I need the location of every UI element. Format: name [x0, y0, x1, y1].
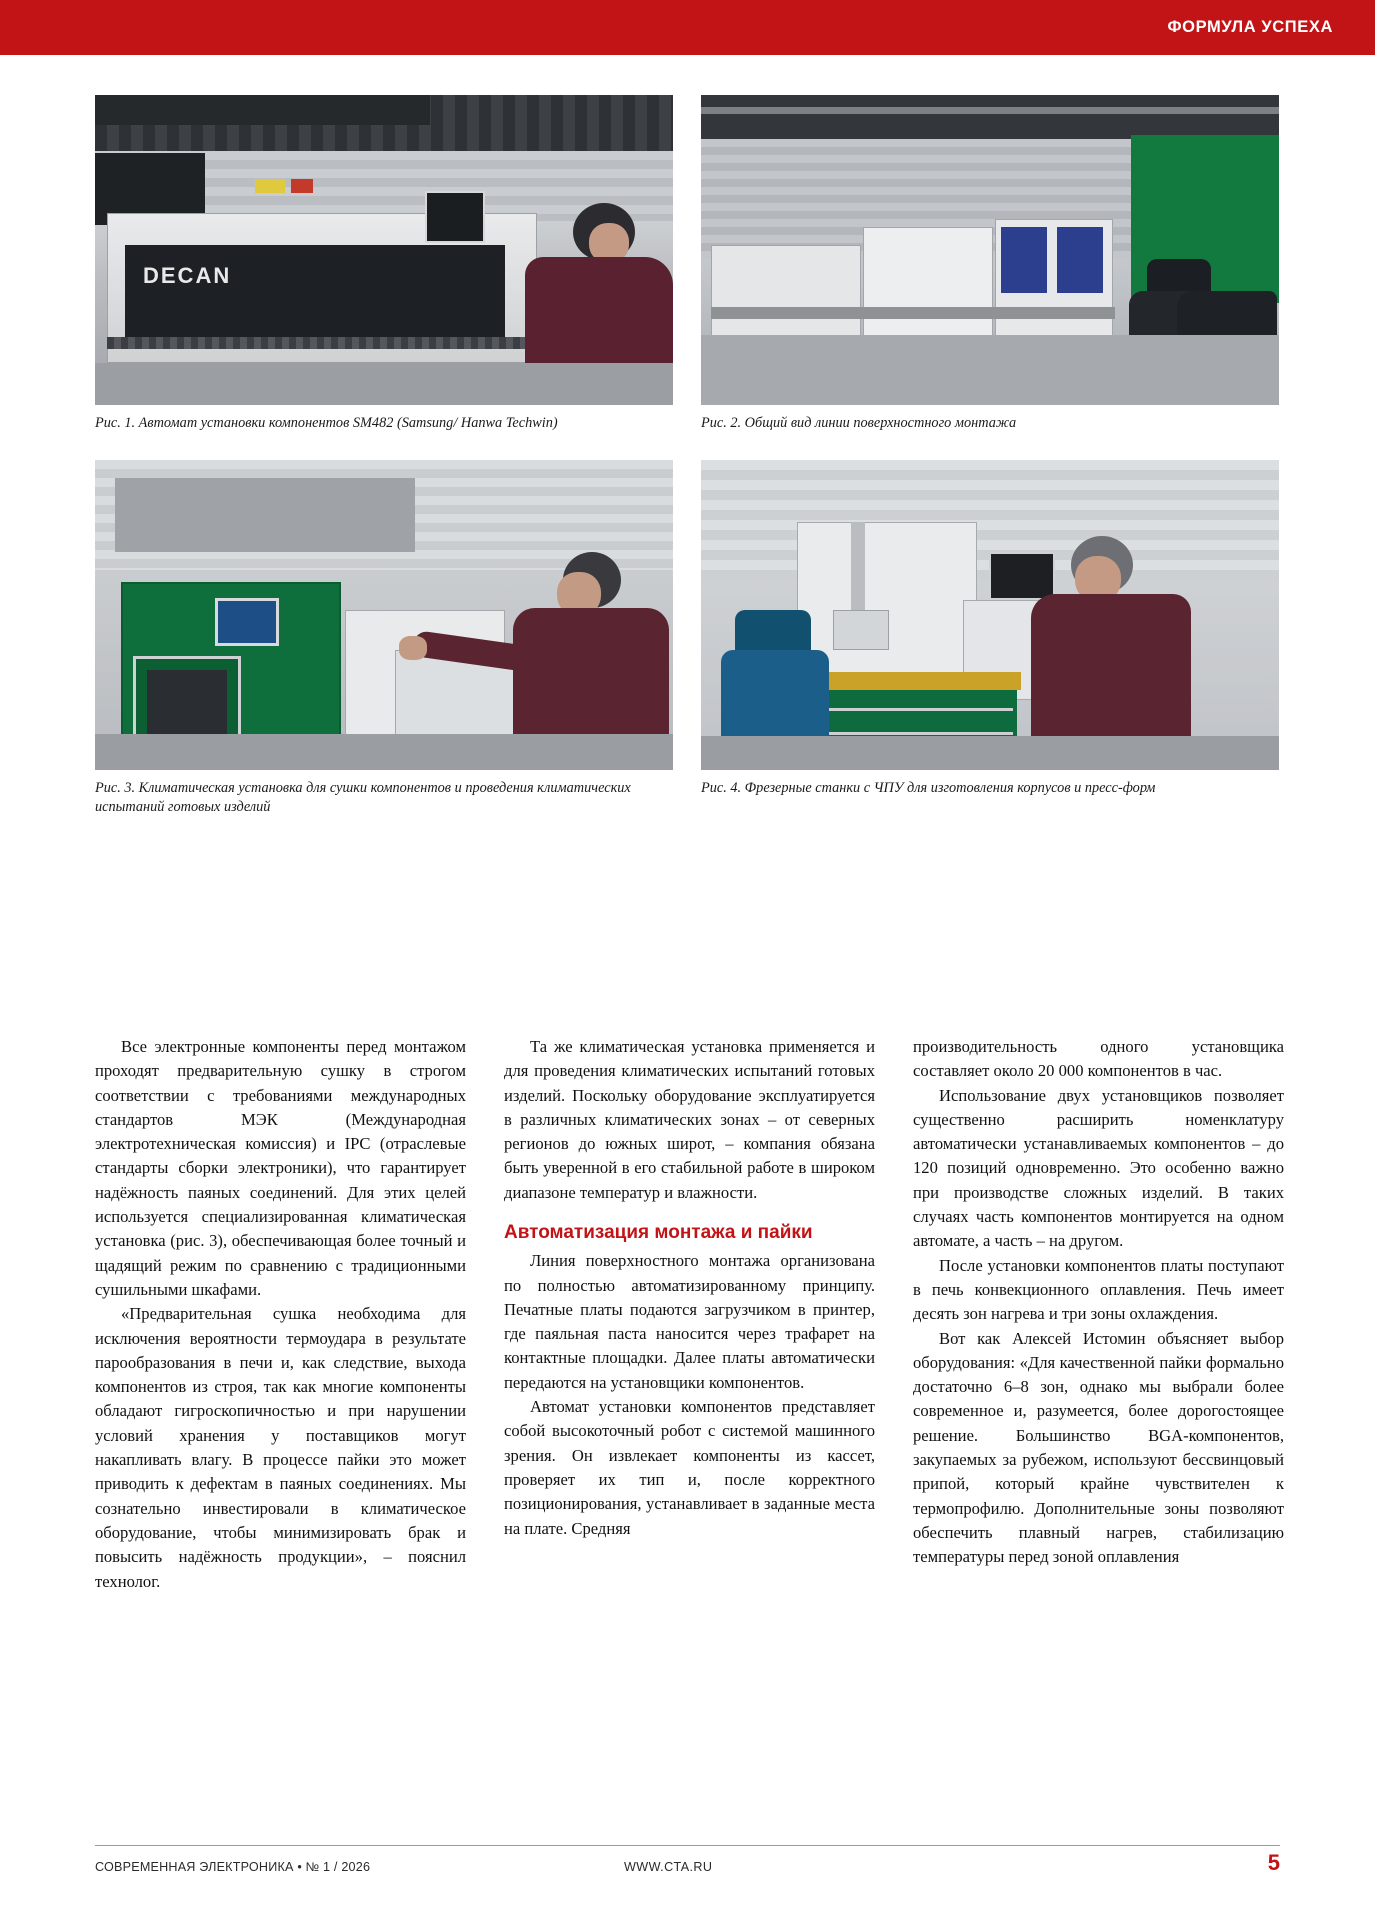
engineer-hand: [399, 636, 427, 660]
floor: [95, 363, 673, 405]
figure-4: [701, 460, 1279, 818]
paragraph: Использование двух установщиков позволяет существенно расширить номенклатуру автоматически устанавливаемых компонентов – до 120 позиций одновременно. Это особенно важно при производстве сложных изделий. В таких случаях часть компонентов монтируется на одном автомате, а часть – на другом.: [913, 1085, 1284, 1251]
article-body: [95, 1035, 1285, 1594]
machine-rail: [107, 337, 537, 349]
machine-brand-text: DECAN: [143, 263, 232, 288]
paragraph: Автомат установки компонентов представляет собой высокоточный робот с системой машинного зрения. Он извлекает компоненты из кассет, проверяет их тип и, после корректного позиционирования, устанавливает в заданные места на плате. Средняя: [504, 1397, 875, 1538]
paragraph: производительность одного установщика составляет около 20 000 компонентов в час.: [913, 1037, 1284, 1081]
feeder-cart-1: [1001, 227, 1047, 293]
page-footer: [95, 1850, 1280, 1886]
figure-3-image: [95, 460, 673, 770]
figure-3-caption: Рис. 3. Климатическая установка для сушки компонентов и проведения климатических испытаний готовых изделий: [95, 779, 631, 816]
text-column-1: [95, 1035, 466, 1594]
paragraph: После установки компонентов платы поступают в печь конвекционного оплавления. Печь имеет десять зон нагрева и три зоны охлаждения.: [913, 1255, 1284, 1324]
machine-window: [125, 245, 505, 337]
figure-1: [95, 95, 673, 434]
chamber-touch-panel: [215, 598, 279, 646]
page-number: 5: [1267, 1850, 1280, 1875]
text-column-3: [913, 1035, 1284, 1594]
footer-divider: [95, 1845, 1280, 1846]
figure-grid: [95, 95, 1280, 818]
section-title: ФОРМУЛА УСПЕХА: [1167, 18, 1333, 36]
cnc-spindle-head: [833, 610, 889, 650]
ceiling-beam: [95, 95, 430, 125]
figure-4-image: [701, 460, 1279, 770]
paragraph: Та же климатическая установка применяется и для проведения климатических испытаний готовых изделий. Поскольку оборудование эксплуатируется в различных климатических зонах – от северных регионов до южных широт, – компания обязана быть уверенной в его стабильной работе в широком диапазоне температур и влажности.: [504, 1037, 875, 1202]
red-marker: [291, 179, 313, 193]
floor: [95, 734, 673, 770]
footer-website: WWW.CTA.RU: [624, 1860, 713, 1874]
page-header-bar: [0, 0, 1375, 55]
section-subheading: Автоматизация монтажа и пайки: [504, 1222, 813, 1244]
paragraph: Линия поверхностного монтажа организована по полностью автоматизированному принципу. Печатные платы подаются загрузчиком в принтер, где паяльная паста наносится через трафарет на контактные площадки. Далее платы автоматически передаются на установщики компонентов.: [504, 1251, 875, 1392]
floor: [701, 736, 1279, 770]
text-column-2: [504, 1035, 875, 1594]
feeder-cart-2: [1057, 227, 1103, 293]
figure-2-image: [701, 95, 1279, 405]
conveyor-rail: [711, 307, 1115, 319]
figure-4-caption: Рис. 4. Фрезерные станки с ЧПУ для изготовления корпусов и пресс-форм: [701, 779, 1156, 796]
figure-2: [701, 95, 1279, 434]
shelf-unit: [115, 478, 415, 552]
machine-control-screen: [425, 191, 485, 243]
figure-1-image: [95, 95, 673, 405]
paragraph: Вот как Алексей Истомин объясняет выбор оборудования: «Для качественной пайки формально достаточно 6–8 зон, однако мы выбрали более современное и, разумеется, более дорогостоящее решение. Большинство BGA-компонентов, закупаемых за рубежом, используют бессвинцовый припой, который крайне чувствителен к термопрофилю. Дополнительные зоны позволяют обеспечить плавный нагрев, стабилизацию температуры перед зоной оплавления: [913, 1328, 1284, 1567]
floor: [701, 335, 1279, 405]
ceiling-light-strip: [701, 107, 1279, 114]
yellow-marker: [255, 179, 285, 193]
footer-publication: СОВРЕМЕННАЯ ЭЛЕКТРОНИКА • № 1 / 2026: [95, 1860, 371, 1874]
figure-2-caption: Рис. 2. Общий вид линии поверхностного монтажа: [701, 415, 1017, 431]
paragraph: «Предварительная сушка необходима для исключения вероятности термоудара в результате парообразования в печи и, как следствие, выхода компонентов из строя, так как многие компоненты обладают гигроскопичностью и при нарушении условий хранения у поставщиков могут накапливать влагу. В процессе пайки это может приводить к дефектам в паяных соединениях. Мы сознательно инвестировали в климатическое оборудование, чтобы минимизировать брак и повысить надёжность продукции», – пояснил технолог.: [95, 1304, 466, 1591]
paragraph: Все электронные компоненты перед монтажом проходят предварительную сушку в строгом соответствии с требованиями международных стандартов МЭК (Международная электротехническая комиссия) и IPC (отраслевые стандарты сборки электроники), что гарантирует надёжность паяных соединений. Для этих целей используется специализированная климатическая установка (рис. 3), обеспечивающая более точный и щадящий режим по сравнению с традиционными сушильными шкафами.: [95, 1037, 466, 1299]
figure-3: [95, 460, 673, 818]
cnc-monitor: [989, 552, 1055, 600]
figure-1-caption: Рис. 1. Автомат установки компонентов SM482 (Samsung/ Hanwa Techwin): [95, 415, 558, 431]
